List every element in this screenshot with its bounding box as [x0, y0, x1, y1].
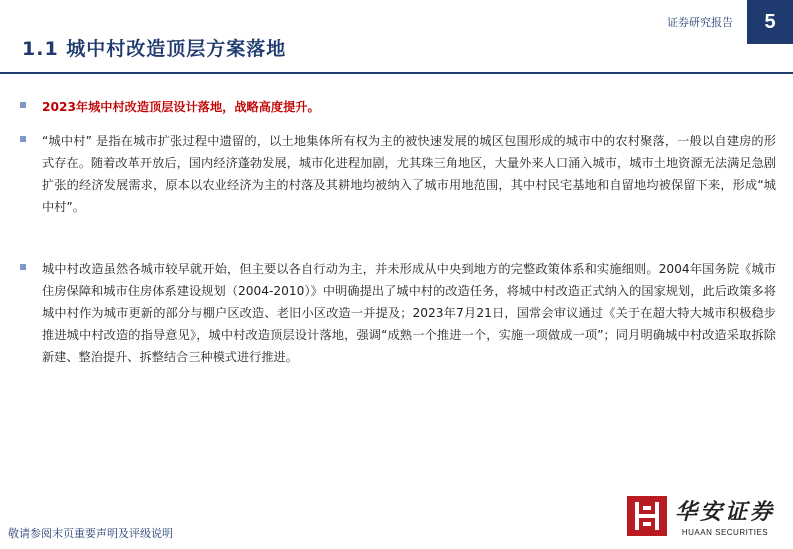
title-divider	[0, 72, 793, 74]
page-title: 1.1 城中村改造顶层方案落地	[22, 38, 287, 60]
definition-paragraph: “城中村” 是指在城市扩张过程中遗留的，以土地集体所有权为主的被快速发展的城区包围形成的城市中的农村聚落，一般以自建房的形式存在。随着改革开放后，国内经济蓬勃发展，城市化进程加剧，尤其珠三角地区，大量外来人口涌入城市，城市土地资源无法满足急剧扩张的经济发展需求，原本以农业经济为主的村落及其耕地均被纳入了城市用地范围，其中村民宅基地和自留地均被保留下来，形成“城中村”。	[42, 134, 776, 214]
square-bullet-icon	[20, 136, 26, 142]
bullet-item-headline	[20, 96, 776, 118]
page-number: 5	[747, 0, 793, 44]
square-bullet-icon	[20, 102, 26, 108]
company-logo	[627, 495, 775, 537]
policy-paragraph: 城中村改造虽然各城市较早就开始，但主要以各自行动为主，并未形成从中央到地方的完整政策体系和实施细则。2004年国务院《城市住房保障和城市住房体系建设规划（2004-2010）》中明确提出了城中村的改造任务，将城中村改造正式纳入的国家规划，此后政策多将城中村作为城市更新的部分与棚户区改造、老旧小区改造一并提及；2023年7月21日，国常会审议通过《关于在超大特大城市积极稳步推进城中村改造的指导意见》，城中村改造顶层设计落地，强调“成熟一个推进一个，实施一项做成一项”；同月明确城中村改造采取拆除新建、整治提升、拆整结合三种模式进行推进。	[42, 262, 776, 364]
logo-english-name: HUAAN SECURITIES	[681, 528, 769, 537]
disclaimer-link[interactable]: 敬请参阅末页重要声明及评级说明	[8, 527, 173, 540]
square-bullet-icon	[20, 264, 26, 270]
logo-chinese-name: 华安证券	[674, 499, 775, 525]
report-type-label: 证券研究报告	[667, 16, 733, 29]
bullet-item-definition	[20, 130, 776, 218]
headline-text: 2023年城中村改造顶层设计落地，战略高度提升。	[42, 100, 320, 114]
logo-mark-icon	[627, 496, 667, 536]
bullet-item-policy	[20, 258, 776, 368]
